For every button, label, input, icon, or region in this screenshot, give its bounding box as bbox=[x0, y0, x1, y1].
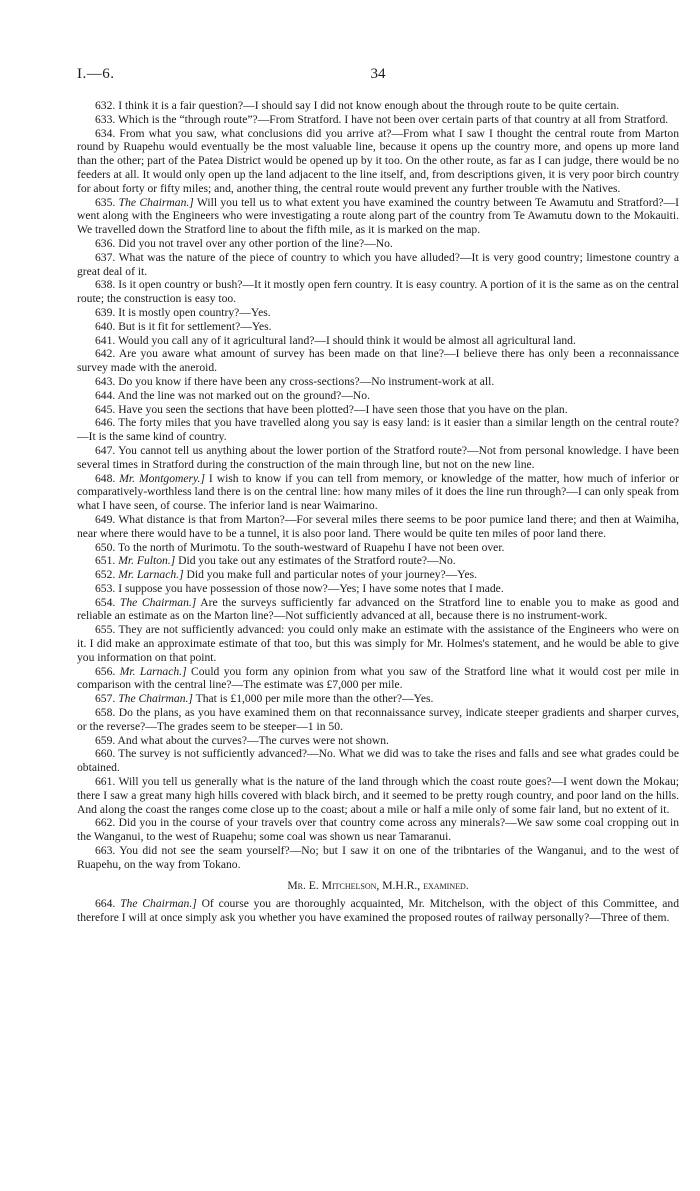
evidence-paragraph bbox=[77, 251, 679, 279]
speaker-name: The Chairman.] bbox=[119, 595, 197, 609]
evidence-paragraph bbox=[77, 403, 679, 417]
evidence-paragraph bbox=[77, 347, 679, 375]
evidence-paragraph bbox=[77, 747, 679, 775]
speaker-name: The Chairman.] bbox=[118, 692, 193, 706]
evidence-paragraph bbox=[77, 334, 679, 348]
evidence-paragraph bbox=[77, 320, 679, 334]
question-number: 635. bbox=[95, 195, 116, 209]
evidence-paragraph bbox=[77, 444, 679, 472]
paragraph-text: 642. Are you aware what amount of survey has been made on that line?—I believe there has only been a reconnaissance survey made with the aneroid. bbox=[77, 347, 679, 375]
paragraph-text: 633. Which is the “through route”?—From Stratford. I have not been over certain parts of that country at all from Stratford. bbox=[95, 112, 669, 126]
evidence-paragraph bbox=[77, 513, 679, 541]
speaker-name: The Chairman.] bbox=[120, 897, 197, 911]
paragraph-text: 655. They are not sufficiently advanced: you could only make an estimate with the assistance of the Engineers who were on it. I did make an approximate estimate of that too, but this was simply for Mr. Holmes's statement, and he would be able to give you information on that point. bbox=[77, 623, 679, 664]
speaker-name: Mr. Fulton.] bbox=[118, 554, 176, 568]
paragraph-text: Did you make full and particular notes of your journey?—Yes. bbox=[186, 568, 478, 582]
paragraph-text: 650. To the north of Murimotu. To the south-westward of Ruapehu I have not been over. bbox=[95, 540, 505, 554]
evidence-paragraph bbox=[77, 897, 679, 925]
paragraph-text: 632. I think it is a fair question?—I should say I did not know enough about the through route to be quite certain. bbox=[95, 99, 620, 112]
paragraph-text: I wish to know if you can tell from memory, or knowledge of the matter, how much of inferior or comparatively-worthless land there is on the central line: how many miles of it does the line run through?—I can only speak from what I have seen, of course. The inferior land is near Waimarino. bbox=[77, 471, 679, 513]
question-number: 654. bbox=[95, 595, 116, 609]
paragraph-text: Will you tell us to what extent you have examined the country between Te Awamutu and Stratford?—I went along with the Engineers who were investigating a route along part of the country from Te Awamutu down to the Mokauiti. We travelled down the Stratford line to about the fifth mile, as it is marked on the map. bbox=[77, 195, 679, 237]
evidence-paragraph bbox=[77, 113, 679, 127]
paragraph-text: 658. Do the plans, as you have examined them on that reconnaissance survey, indicate steeper gradients and sharper curves, or the reverse?—The grades seem to be steeper—1 in 50. bbox=[77, 706, 679, 733]
paragraph-text: Could you form any opinion from what you saw of the Stratford line what it would cost per mile in comparison with the central line?—The estimate was £7,000 per mile. bbox=[77, 664, 679, 692]
evidence-paragraphs-2 bbox=[77, 897, 679, 925]
paragraph-text: 646. The forty miles that you have travelled along you say is easy land: is it easier than a similar length on the central route?—It is the same kind of country. bbox=[77, 416, 679, 444]
question-number: 652. bbox=[95, 568, 116, 582]
evidence-paragraph bbox=[77, 306, 679, 320]
evidence-paragraph bbox=[77, 472, 679, 513]
paragraph-text: 637. What was the nature of the piece of country to which you have alluded?—It is very good country; limestone country a great deal of it. bbox=[77, 250, 679, 278]
paragraph-text: 653. I suppose you have possession of those now?—Yes; I have some notes that I made. bbox=[95, 581, 504, 595]
evidence-paragraph bbox=[77, 596, 679, 624]
speaker-name: Mr. Montgomery.] bbox=[119, 471, 205, 485]
paragraph-text: Are the surveys sufficiently far advanced on the Stratford line to enable you to make as good and reliable an estimate as on the Marton line?—Not sufficiently advanced at all, because there is no instrument-work. bbox=[77, 595, 679, 623]
evidence-paragraph bbox=[77, 416, 679, 444]
evidence-paragraph bbox=[77, 196, 679, 237]
paragraph-text: 640. But is it fit for settlement?—Yes. bbox=[95, 319, 272, 333]
document-page bbox=[77, 66, 679, 925]
evidence-paragraph bbox=[77, 237, 679, 251]
page-header bbox=[77, 66, 679, 90]
paragraph-text: That is £1,000 per mile more than the other?—Yes. bbox=[195, 692, 434, 706]
evidence-paragraph bbox=[77, 568, 679, 582]
evidence-paragraph bbox=[77, 389, 679, 403]
paragraph-text: 634. From what you saw, what conclusions did you arrive at?—From what I saw I thought the central route from Marton round by Ruapehu would eventually be the most valuable line, because it opens up the country more, and opens up more land than the other; part of the Patea District would be opened up by it too. On the other route, as far as I can judge, there would be no feeders at all. It would only open up the land adjacent to the line itself, and, from descriptions given, it is very poor birch country for about forty or fifty miles; and, another thing, the central route would prevent any further trouble with the Natives. bbox=[77, 126, 679, 195]
evidence-paragraph bbox=[77, 554, 679, 568]
paragraph-text: 660. The survey is not sufficiently advanced?—No. What we did was to take the rises and falls and see what grades could be obtained. bbox=[77, 747, 679, 775]
evidence-paragraph bbox=[77, 623, 679, 664]
evidence-paragraph bbox=[77, 816, 679, 844]
evidence-paragraph bbox=[77, 665, 679, 693]
paragraph-text: 647. You cannot tell us anything about the lower portion of the Stratford route?—Not from personal knowledge. I have been several times in Stratford during the construction of the main through line, but not on the new line. bbox=[77, 443, 679, 471]
evidence-paragraph bbox=[77, 844, 679, 872]
paragraph-text: 662. Did you in the course of your travels over that country come across any minerals?—We saw some coal cropping out in the Wanganui, to the west of Ruapehu; some coal was shown us near Tamaranui. bbox=[77, 816, 679, 844]
paragraph-text: 636. Did you not travel over any other portion of the line?—No. bbox=[95, 236, 393, 250]
evidence-paragraph bbox=[77, 278, 679, 306]
question-number: 657. bbox=[95, 692, 116, 706]
section-heading-text: Mr. E. Mitchelson, M.H.R., examined. bbox=[287, 878, 469, 892]
paragraph-text: 643. Do you know if there have been any cross-sections?—No instrument-work at all. bbox=[95, 374, 495, 388]
paragraph-text: 641. Would you call any of it agricultural land?—I should think it would be almost all agricultural land. bbox=[95, 333, 576, 347]
paragraph-text: 649. What distance is that from Marton?—For several miles there seems to be poor pumice land there; and then at Waimiha, near where there would have to be a tunnel, it is also poor land. There would be quite ten miles of poor land there. bbox=[77, 512, 679, 540]
paragraph-text: 661. Will you tell us generally what is the nature of the land through which the coast route goes?—I went down the Mokau; there I saw a great many high hills covered with black birch, and it seemed to be pretty rough country, and poor land on the hills. And along the coast the ranges come close up to the coast; about a mile or half a mile only of some fair land, but no extent of it. bbox=[77, 775, 679, 816]
question-number: 648. bbox=[95, 471, 116, 485]
evidence-paragraph bbox=[77, 582, 679, 596]
evidence-paragraph bbox=[77, 99, 679, 113]
speaker-name: Mr. Larnach.] bbox=[118, 568, 184, 582]
speaker-name: The Chairman.] bbox=[118, 195, 194, 209]
evidence-paragraph bbox=[77, 692, 679, 706]
evidence-paragraph bbox=[77, 734, 679, 748]
evidence-paragraph bbox=[77, 375, 679, 389]
question-number: 664. bbox=[95, 897, 116, 911]
paragraph-text: 663. You did not see the seam yourself?—No; but I saw it on one of the tribntaries of the Wanganui, and to the west of Ruapehu, on the way from Tokano. bbox=[77, 844, 679, 871]
speaker-name: Mr. Larnach.] bbox=[119, 664, 187, 678]
evidence-paragraph bbox=[77, 775, 679, 816]
page-number: 34 bbox=[370, 66, 386, 82]
paragraph-text: 638. Is it open country or bush?—It it mostly open fern country. It is easy country. A portion of it is the same as on the central route; the construction is easy too. bbox=[77, 278, 679, 306]
paragraph-text: 644. And the line was not marked out on the ground?—No. bbox=[95, 388, 370, 402]
question-number: 656. bbox=[95, 664, 116, 678]
paragraph-text: Of course you are thoroughly acquainted, Mr. Mitchelson, with the object of this Committee, and therefore I will at once simply ask you whether you have examined the proposed routes of railway personally?—Three of them. bbox=[77, 897, 679, 925]
paragraph-text: 659. And what about the curves?—The curves were not shown. bbox=[95, 733, 389, 747]
section-heading bbox=[77, 879, 679, 893]
paragraph-text: 645. Have you seen the sections that have been plotted?—I have seen those that you have on the plan. bbox=[95, 402, 568, 416]
question-number: 651. bbox=[95, 554, 116, 568]
evidence-paragraph bbox=[77, 541, 679, 555]
paragraph-text: 639. It is mostly open country?—Yes. bbox=[95, 305, 271, 319]
evidence-paragraph bbox=[77, 706, 679, 734]
paragraph-text: Did you take out any estimates of the Stratford route?—No. bbox=[178, 554, 456, 568]
evidence-paragraphs bbox=[77, 99, 679, 872]
paper-reference: I.—6. bbox=[77, 66, 115, 82]
document-body bbox=[77, 99, 679, 925]
evidence-paragraph bbox=[77, 127, 679, 196]
